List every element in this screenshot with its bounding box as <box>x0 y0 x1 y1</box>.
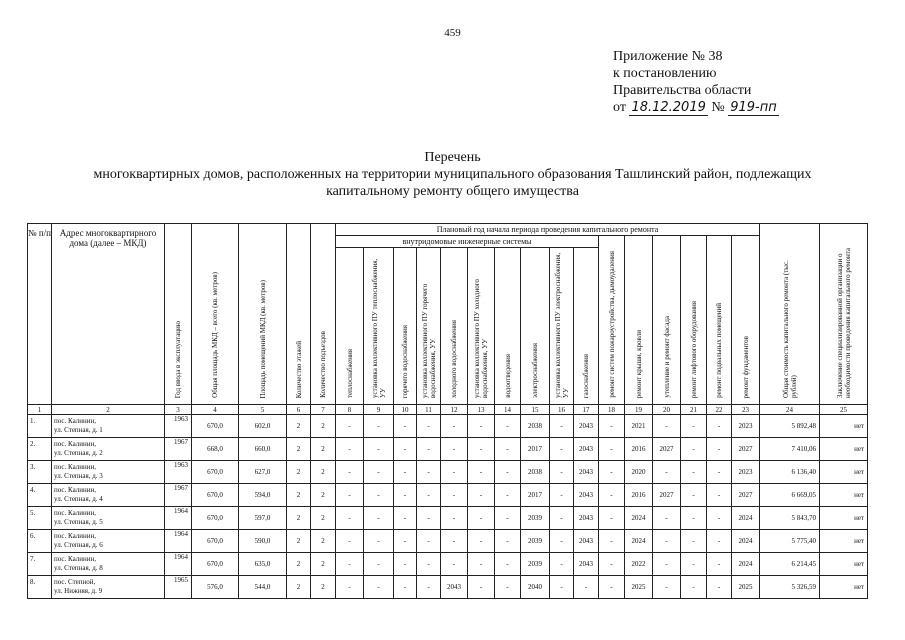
row-number: 1. <box>28 415 52 438</box>
column-number: 15 <box>521 405 550 415</box>
cell-c17: 2043 <box>574 415 599 438</box>
address-cell <box>52 415 165 438</box>
header-c17: газоснабжения <box>582 353 590 398</box>
cell-c25: нет <box>820 461 868 484</box>
header-c8: теплоснабжения <box>345 349 354 398</box>
cell-c21: - <box>681 438 707 461</box>
cell-c23: 2027 <box>732 484 760 507</box>
column-number: 20 <box>653 405 681 415</box>
column-number-row <box>28 405 868 415</box>
cell-c20: 2027 <box>653 438 681 461</box>
cell-c25: нет <box>820 438 868 461</box>
cell-c24: 6 136,40 <box>760 461 820 484</box>
cell-c14: - <box>495 415 521 438</box>
cell-c14: - <box>495 576 521 599</box>
column-number: 25 <box>820 405 868 415</box>
cell-c19: 2020 <box>625 461 653 484</box>
address-cell <box>52 530 165 553</box>
cell-c15: 2038 <box>521 415 550 438</box>
cell-c15: 2017 <box>521 438 550 461</box>
cell-c17: 2043 <box>574 553 599 576</box>
header-c18: ремонт систем пожароустройства, дымоудаления <box>607 251 616 398</box>
cell-c7: 2 <box>311 461 336 484</box>
cell-c20: - <box>653 507 681 530</box>
cell-c18: - <box>599 553 625 576</box>
column-number: 22 <box>707 405 732 415</box>
cell-c7: 2 <box>311 484 336 507</box>
cell-c6: 2 <box>287 438 311 461</box>
header-c16: установка коллективного ПУ электроснабжения, УУ <box>553 252 570 398</box>
document-title <box>40 149 865 200</box>
column-number: 5 <box>239 405 287 415</box>
cell-c13: - <box>468 530 495 553</box>
decree-date: 18.12.2019 <box>631 100 706 115</box>
column-number: 9 <box>364 405 394 415</box>
cell-c3: 1964 <box>165 507 192 530</box>
cell-c4: 670,0 <box>192 507 239 530</box>
header-c20: утепление и ремонт фасада <box>662 316 671 398</box>
table-row <box>28 484 868 507</box>
cell-c9: - <box>364 461 394 484</box>
cell-c13: - <box>468 553 495 576</box>
cell-c20: 2027 <box>653 484 681 507</box>
cell-c6: 2 <box>287 576 311 599</box>
cell-c19: 2024 <box>625 530 653 553</box>
cell-c17: - <box>574 576 599 599</box>
column-number: 12 <box>441 405 468 415</box>
cell-c18: - <box>599 484 625 507</box>
title-line2: многоквартирных домов, расположенных на территории муниципального образования Ташлинский район, подлежащих <box>93 167 812 182</box>
header-c14: водоотведения <box>503 354 512 398</box>
cell-c19: 2016 <box>625 438 653 461</box>
cell-c24: 5 775,40 <box>760 530 820 553</box>
cell-c15: 2038 <box>521 461 550 484</box>
cell-c6: 2 <box>287 484 311 507</box>
cell-c24: 6 669,05 <box>760 484 820 507</box>
cell-c7: 2 <box>311 415 336 438</box>
cell-c8: - <box>336 507 364 530</box>
header-c22: ремонт подвальных помещений <box>715 303 723 398</box>
cell-c22: - <box>707 484 732 507</box>
cell-c18: - <box>599 576 625 599</box>
cell-c24: 7 410,06 <box>760 438 820 461</box>
header-c21: ремонт лифтового оборудования <box>689 300 698 398</box>
appendix-block <box>613 48 779 116</box>
cell-c25: нет <box>820 553 868 576</box>
appendix-date-line <box>613 99 779 116</box>
cell-c4: 668,0 <box>192 438 239 461</box>
cell-c18: - <box>599 438 625 461</box>
header-year: Год ввода в эксплуатацию <box>174 320 182 398</box>
row-number: 6. <box>28 530 52 553</box>
cell-c12: - <box>441 461 468 484</box>
cell-c17: 2043 <box>574 484 599 507</box>
column-number: 10 <box>394 405 417 415</box>
header-c10: горячего водоснабжения <box>401 324 409 398</box>
cell-c14: - <box>495 530 521 553</box>
cell-c7: 2 <box>311 530 336 553</box>
cell-c5: 627,0 <box>239 461 287 484</box>
cell-c11: - <box>417 530 441 553</box>
cell-c24: 5 326,59 <box>760 576 820 599</box>
cell-c22: - <box>707 530 732 553</box>
cell-c17: 2043 <box>574 507 599 530</box>
cell-c15: 2039 <box>521 530 550 553</box>
table-row <box>28 553 868 576</box>
row-number: 4. <box>28 484 52 507</box>
header-area-premises: Площадь помещений МКД (кв. метров) <box>258 279 267 398</box>
row-number: 7. <box>28 553 52 576</box>
appendix-line3: Правительства области <box>613 83 752 98</box>
cell-c4: 670,0 <box>192 484 239 507</box>
address-line2: ул. Степная, д. 3 <box>54 472 103 480</box>
cell-c12: - <box>441 415 468 438</box>
cell-c17: 2043 <box>574 530 599 553</box>
cell-c13: - <box>468 415 495 438</box>
cell-c5: 635,0 <box>239 553 287 576</box>
cell-c23: 2027 <box>732 438 760 461</box>
cell-c3: 1967 <box>165 438 192 461</box>
address-line2: ул. Степная, д. 2 <box>54 449 103 457</box>
column-number: 19 <box>625 405 653 415</box>
column-number: 14 <box>495 405 521 415</box>
title-line1: Перечень <box>424 150 481 165</box>
header-plan-year: Плановый год начала периода проведения капитального ремонта <box>336 224 760 236</box>
cell-c14: - <box>495 484 521 507</box>
address-line1: пос. Калинин, <box>54 509 96 517</box>
appendix-line1: Приложение № 38 <box>613 49 723 64</box>
cell-c10: - <box>394 484 417 507</box>
cell-c20: - <box>653 530 681 553</box>
cell-c3: 1967 <box>165 484 192 507</box>
table-row <box>28 461 868 484</box>
cell-c4: 670,0 <box>192 530 239 553</box>
address-line2: ул. Нижняя, д. 9 <box>54 587 103 595</box>
cell-c13: - <box>468 576 495 599</box>
cell-c21: - <box>681 530 707 553</box>
cell-c24: 5 843,70 <box>760 507 820 530</box>
column-number: 2 <box>52 405 165 415</box>
cell-c22: - <box>707 507 732 530</box>
cell-c12: - <box>441 484 468 507</box>
cell-c10: - <box>394 576 417 599</box>
column-number: 24 <box>760 405 820 415</box>
cell-c22: - <box>707 415 732 438</box>
cell-c11: - <box>417 438 441 461</box>
cell-c19: 2021 <box>625 415 653 438</box>
header-c19: ремонт крыши, кровли <box>634 329 643 398</box>
cell-c4: 576,0 <box>192 576 239 599</box>
header-entrances: Количество подъездов <box>319 331 327 398</box>
cell-c14: - <box>495 438 521 461</box>
cell-c14: - <box>495 507 521 530</box>
houses-table <box>27 223 868 599</box>
cell-c16: - <box>550 461 574 484</box>
cell-c15: 2040 <box>521 576 550 599</box>
cell-c24: 6 214,45 <box>760 553 820 576</box>
cell-c16: - <box>550 484 574 507</box>
cell-c4: 670,0 <box>192 461 239 484</box>
address-cell <box>52 438 165 461</box>
cell-c9: - <box>364 484 394 507</box>
header-total-cost: Общая стоимость капитального ремонта (тыс. рублей) <box>781 260 798 398</box>
cell-c23: 2024 <box>732 553 760 576</box>
cell-c16: - <box>550 438 574 461</box>
cell-c23: 2024 <box>732 507 760 530</box>
decree-number: 919-пп <box>730 100 777 115</box>
cell-c7: 2 <box>311 438 336 461</box>
cell-c23: 2023 <box>732 461 760 484</box>
address-cell <box>52 507 165 530</box>
cell-c3: 1964 <box>165 530 192 553</box>
cell-c8: - <box>336 484 364 507</box>
cell-c9: - <box>364 507 394 530</box>
address-line1: пос. Калинин, <box>54 532 96 540</box>
address-cell <box>52 461 165 484</box>
cell-c6: 2 <box>287 415 311 438</box>
cell-c25: нет <box>820 576 868 599</box>
cell-c21: - <box>681 553 707 576</box>
cell-c25: нет <box>820 530 868 553</box>
column-number: 4 <box>192 405 239 415</box>
cell-c7: 2 <box>311 553 336 576</box>
cell-c6: 2 <box>287 553 311 576</box>
column-number: 13 <box>468 405 495 415</box>
header-conclusion: Заключение специализированной организации о необходимости проведения капитального ремонта <box>835 248 852 398</box>
row-number: 3. <box>28 461 52 484</box>
column-number: 16 <box>550 405 574 415</box>
cell-c10: - <box>394 438 417 461</box>
cell-c22: - <box>707 461 732 484</box>
page-number: 459 <box>444 27 461 39</box>
cell-c10: - <box>394 461 417 484</box>
cell-c20: - <box>653 415 681 438</box>
cell-c21: - <box>681 507 707 530</box>
cell-c5: 594,0 <box>239 484 287 507</box>
column-number: 17 <box>574 405 599 415</box>
table-row <box>28 576 868 599</box>
address-line2: ул. Степная, д. 6 <box>54 541 103 549</box>
cell-c12: - <box>441 530 468 553</box>
column-number: 3 <box>165 405 192 415</box>
cell-c16: - <box>550 507 574 530</box>
cell-c10: - <box>394 530 417 553</box>
cell-c5: 660,0 <box>239 438 287 461</box>
cell-c13: - <box>468 507 495 530</box>
cell-c22: - <box>707 576 732 599</box>
cell-c25: нет <box>820 507 868 530</box>
table-row <box>28 530 868 553</box>
cell-c3: 1963 <box>165 415 192 438</box>
cell-c22: - <box>707 553 732 576</box>
cell-c7: 2 <box>311 507 336 530</box>
cell-c6: 2 <box>287 507 311 530</box>
cell-c10: - <box>394 507 417 530</box>
cell-c9: - <box>364 415 394 438</box>
header-c12: холодного водоснабжения <box>450 320 458 398</box>
cell-c21: - <box>681 576 707 599</box>
from-label: от <box>613 100 626 115</box>
cell-c19: 2016 <box>625 484 653 507</box>
cell-c25: нет <box>820 415 868 438</box>
column-number: 23 <box>732 405 760 415</box>
column-number: 11 <box>417 405 441 415</box>
column-number: 21 <box>681 405 707 415</box>
cell-c12: - <box>441 438 468 461</box>
cell-c17: 2043 <box>574 438 599 461</box>
cell-c23: 2025 <box>732 576 760 599</box>
cell-c8: - <box>336 530 364 553</box>
column-number: 7 <box>311 405 336 415</box>
cell-c20: - <box>653 553 681 576</box>
cell-c5: 602,0 <box>239 415 287 438</box>
header-c15: электроснабжения <box>531 342 539 398</box>
column-number: 1 <box>28 405 52 415</box>
cell-c12: - <box>441 553 468 576</box>
cell-c15: 2039 <box>521 553 550 576</box>
address-line1: пос. Калинин, <box>54 486 96 494</box>
address-line1: пос. Калинин, <box>54 555 96 563</box>
table-row <box>28 415 868 438</box>
cell-c13: - <box>468 461 495 484</box>
cell-c13: - <box>468 484 495 507</box>
cell-c10: - <box>394 415 417 438</box>
cell-c23: 2024 <box>732 530 760 553</box>
address-line2: ул. Степная, д. 8 <box>54 564 103 572</box>
cell-c21: - <box>681 484 707 507</box>
column-number: 6 <box>287 405 311 415</box>
header-c11: установка коллективного ПУ горячего водоснабжения, УУ <box>420 283 437 398</box>
cell-c12: - <box>441 507 468 530</box>
cell-c11: - <box>417 484 441 507</box>
cell-c15: 2017 <box>521 484 550 507</box>
cell-c4: 670,0 <box>192 553 239 576</box>
cell-c4: 670,0 <box>192 415 239 438</box>
cell-c18: - <box>599 461 625 484</box>
cell-c18: - <box>599 415 625 438</box>
address-line2: ул. Степная, д. 1 <box>54 426 103 434</box>
cell-c11: - <box>417 553 441 576</box>
cell-c5: 590,0 <box>239 530 287 553</box>
column-number: 18 <box>599 405 625 415</box>
address-line2: ул. Степная, д. 5 <box>54 518 103 526</box>
cell-c11: - <box>417 415 441 438</box>
cell-c12: 2043 <box>441 576 468 599</box>
cell-c23: 2023 <box>732 415 760 438</box>
address-cell <box>52 576 165 599</box>
cell-c8: - <box>336 461 364 484</box>
row-number: 5. <box>28 507 52 530</box>
row-number: 2. <box>28 438 52 461</box>
address-cell <box>52 553 165 576</box>
header-c9: установка коллективного ПУ теплоснабжения, УУ <box>370 258 387 398</box>
address-line1: пос. Калинин, <box>54 463 96 471</box>
cell-c8: - <box>336 438 364 461</box>
header-address: Адрес многоквартирного дома (далее – МКД) <box>52 224 165 405</box>
cell-c11: - <box>417 461 441 484</box>
appendix-line2: к постановлению <box>613 66 717 81</box>
cell-c13: - <box>468 438 495 461</box>
cell-c20: - <box>653 461 681 484</box>
title-line3: капитальному ремонту общего имущества <box>326 184 579 199</box>
cell-c19: 2025 <box>625 576 653 599</box>
column-number: 8 <box>336 405 364 415</box>
cell-c16: - <box>550 576 574 599</box>
cell-c25: нет <box>820 484 868 507</box>
cell-c21: - <box>681 461 707 484</box>
cell-c15: 2039 <box>521 507 550 530</box>
cell-c14: - <box>495 461 521 484</box>
header-no: № п/п <box>28 224 52 405</box>
address-line1: пос. Калинин, <box>54 417 96 425</box>
row-number: 8. <box>28 576 52 599</box>
header-engineering: внутридомовые инженерные системы <box>336 236 599 248</box>
header-area-total: Общая площадь МКД – всего (кв. метров) <box>211 272 219 398</box>
header-c23: ремонт фундаментов <box>741 335 750 398</box>
cell-c7: 2 <box>311 576 336 599</box>
cell-c3: 1965 <box>165 576 192 599</box>
cell-c3: 1964 <box>165 553 192 576</box>
cell-c5: 544,0 <box>239 576 287 599</box>
cell-c6: 2 <box>287 461 311 484</box>
cell-c19: 2024 <box>625 507 653 530</box>
cell-c21: - <box>681 415 707 438</box>
cell-c8: - <box>336 415 364 438</box>
table-row <box>28 507 868 530</box>
cell-c16: - <box>550 530 574 553</box>
address-line2: ул. Степная, д. 4 <box>54 495 103 503</box>
cell-c19: 2022 <box>625 553 653 576</box>
header-c13: установка коллективного ПУ холодного водоснабжения, УУ <box>473 279 489 398</box>
table-row <box>28 438 868 461</box>
cell-c16: - <box>550 415 574 438</box>
cell-c8: - <box>336 553 364 576</box>
header-floors: Количество этажей <box>294 340 303 398</box>
cell-c14: - <box>495 553 521 576</box>
number-label: № <box>711 100 725 115</box>
address-cell <box>52 484 165 507</box>
cell-c22: - <box>707 438 732 461</box>
cell-c6: 2 <box>287 530 311 553</box>
cell-c9: - <box>364 530 394 553</box>
cell-c10: - <box>394 553 417 576</box>
cell-c17: 2043 <box>574 461 599 484</box>
cell-c3: 1963 <box>165 461 192 484</box>
cell-c18: - <box>599 507 625 530</box>
cell-c16: - <box>550 553 574 576</box>
cell-c18: - <box>599 530 625 553</box>
cell-c9: - <box>364 576 394 599</box>
address-line1: пос. Калинин, <box>54 440 96 448</box>
cell-c20: - <box>653 576 681 599</box>
cell-c24: 5 892,48 <box>760 415 820 438</box>
address-line1: пос. Степной, <box>54 578 96 586</box>
cell-c5: 597,0 <box>239 507 287 530</box>
cell-c9: - <box>364 553 394 576</box>
cell-c9: - <box>364 438 394 461</box>
cell-c11: - <box>417 576 441 599</box>
cell-c11: - <box>417 507 441 530</box>
cell-c8: - <box>336 576 364 599</box>
